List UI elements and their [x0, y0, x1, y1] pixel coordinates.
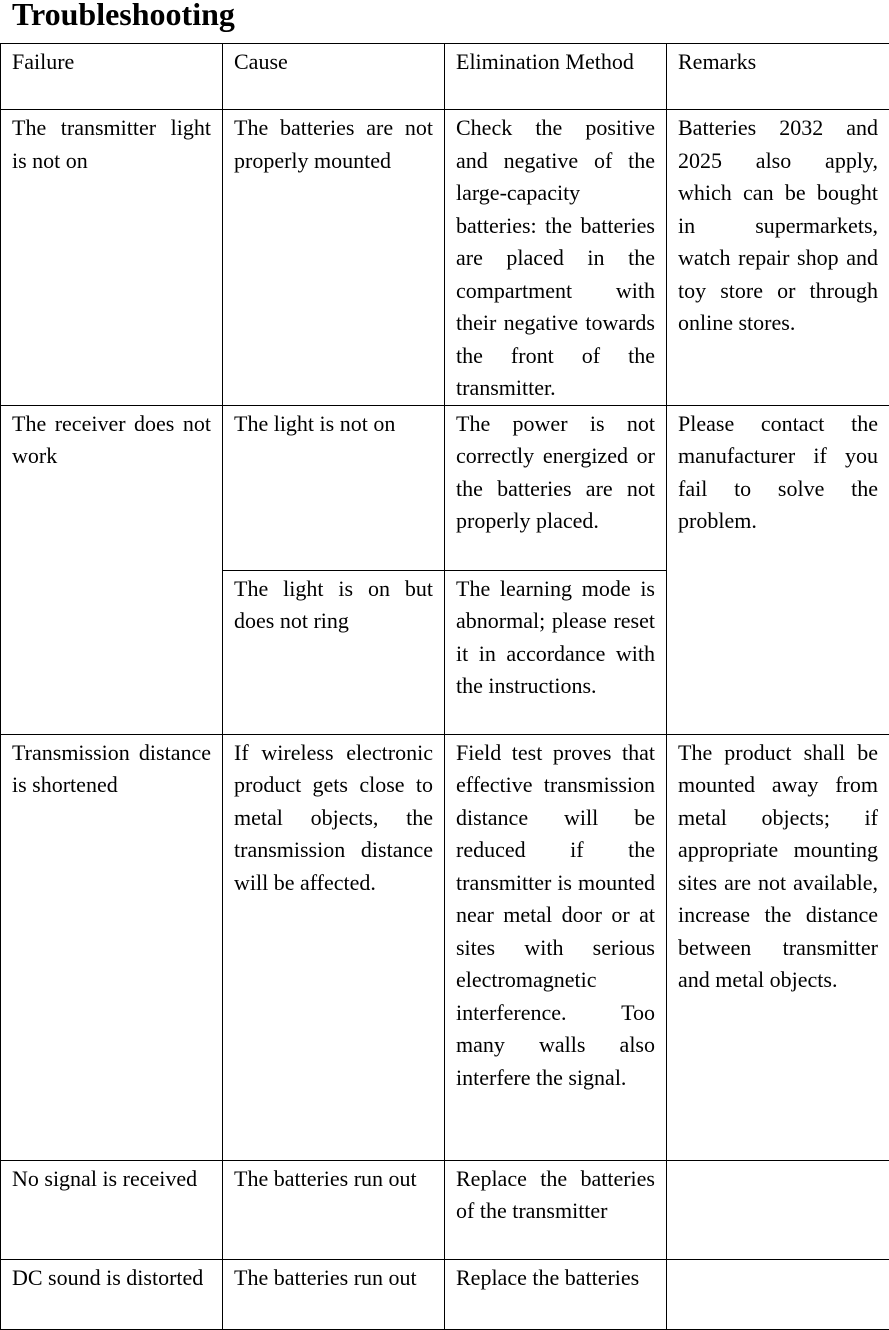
- header-cause: Cause: [223, 44, 445, 110]
- method-cell: Replace the batteries: [445, 1259, 667, 1329]
- cause-cell: The batteries run out: [223, 1259, 445, 1329]
- table-row: [1, 110, 889, 406]
- cause-cell: The light is not on: [223, 405, 445, 570]
- header-failure: Failure: [1, 44, 223, 110]
- table-row: [1, 405, 889, 570]
- failure-cell: DC sound is distorted: [1, 1259, 223, 1329]
- table-row: [1, 734, 889, 1160]
- table-row: [1, 1160, 889, 1259]
- method-cell: Field test proves that effective transmission distance will be reduced if the transmitter is mounted near metal door or at sites with serious electromagnetic interference. Too many walls also interfere the signal.: [445, 734, 667, 1160]
- table-header-row: [1, 44, 889, 110]
- remarks-cell: [667, 1160, 889, 1259]
- header-remarks: Remarks: [667, 44, 889, 110]
- page-title: Troubleshooting: [12, 0, 235, 34]
- remarks-cell: The product shall be mounted away from metal objects; if appropriate mounting sites are not available, increase the distance between transmitter and metal objects.: [667, 734, 889, 1160]
- method-cell: The power is not correctly energized or the batteries are not properly placed.: [445, 405, 667, 570]
- cause-cell: The light is on but does not ring: [223, 570, 445, 734]
- failure-cell: The transmitter light is not on: [1, 110, 223, 406]
- cause-cell: If wireless electronic product gets close to metal objects, the transmission distance will be affected.: [223, 734, 445, 1160]
- failure-cell: The receiver does not work: [1, 405, 223, 734]
- failure-cell: No signal is received: [1, 1160, 223, 1259]
- cause-cell: The batteries are not properly mounted: [223, 110, 445, 406]
- cause-cell: The batteries run out: [223, 1160, 445, 1259]
- troubleshooting-table: [0, 43, 889, 1330]
- method-cell: Replace the batteries of the transmitter: [445, 1160, 667, 1259]
- method-cell: The learning mode is abnormal; please reset it in accordance with the instructions.: [445, 570, 667, 734]
- header-elimination-method: Elimination Method: [445, 44, 667, 110]
- remarks-cell: Batteries 2032 and 2025 also apply, which can be bought in supermarkets, watch repair shop and toy store or through online stores.: [667, 110, 889, 406]
- remarks-cell: Please contact the manufacturer if you fail to solve the problem.: [667, 405, 889, 734]
- failure-cell: Transmission distance is shortened: [1, 734, 223, 1160]
- method-cell: Check the positive and negative of the large-capacity batteries: the batteries are placed in the compartment with their negative towards the front of the transmitter.: [445, 110, 667, 406]
